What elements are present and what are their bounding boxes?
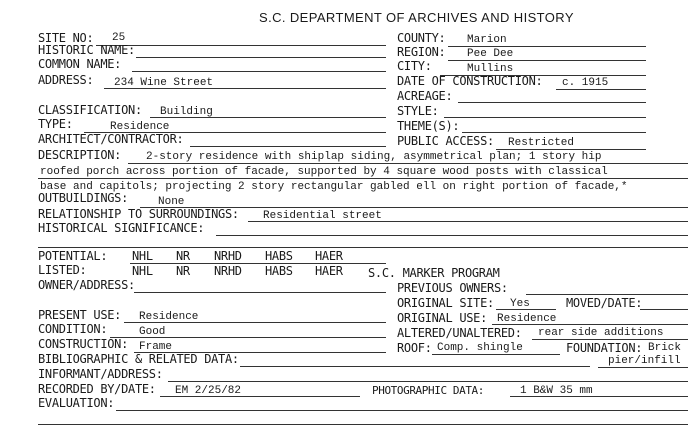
county-value: Marion <box>467 34 507 46</box>
description-rule-2 <box>38 178 688 179</box>
altered-line <box>532 339 688 340</box>
historic-name-line <box>136 57 386 58</box>
description-line-3: base and capitols; projecting 2 story rectangular gabled ell on right portion of facade,* <box>40 181 628 193</box>
construction-label: CONSTRUCTION: <box>38 337 129 351</box>
potential-nhl: NHL <box>132 249 153 263</box>
region-line <box>448 60 646 61</box>
present-use-value: Residence <box>139 311 199 323</box>
owner-address-line <box>134 292 386 293</box>
owner-address-label: OWNER/ADDRESS: <box>38 278 135 292</box>
photographic-line <box>510 396 688 397</box>
public-access-label: PUBLIC ACCESS: <box>397 134 494 148</box>
photographic-value: 1 B&W 35 mm <box>520 385 593 397</box>
style-line <box>444 117 646 118</box>
common-name-line <box>132 71 386 72</box>
historical-significance-line <box>216 235 688 236</box>
address-label: ADDRESS: <box>38 73 94 87</box>
outbuildings-label: OUTBUILDINGS: <box>38 191 129 205</box>
condition-value: Good <box>139 326 166 338</box>
roof-value: Comp. shingle <box>437 342 523 354</box>
historic-name-label: HISTORIC NAME: <box>38 43 135 57</box>
county-label: COUNTY: <box>397 31 446 45</box>
previous-owners-label: PREVIOUS OWNERS: <box>397 281 508 295</box>
potential-habs: HABS <box>265 249 293 263</box>
bibliographic-label: BIBLIOGRAPHIC & RELATED DATA: <box>38 352 239 366</box>
foundation-value-2: pier/infill <box>608 355 681 367</box>
description-label: DESCRIPTION: <box>38 148 122 162</box>
altered-value: rear side additions <box>538 327 664 339</box>
listed-nr: NR <box>176 264 190 278</box>
foundation-line <box>598 367 688 368</box>
photographic-label: PHOTOGRAPHIC DATA: <box>372 384 485 397</box>
roof-label: ROOF: <box>397 341 432 355</box>
listed-haer: HAER <box>315 264 343 278</box>
recorded-by-line <box>160 396 360 397</box>
foundation-label: FOUNDATION: <box>566 341 643 355</box>
moved-date-label: MOVED/DATE: <box>566 296 643 310</box>
original-site-label: ORIGINAL SITE: <box>397 296 494 310</box>
sc-marker-program: S.C. MARKER PROGRAM <box>368 266 500 280</box>
altered-label: ALTERED/UNALTERED: <box>397 326 522 340</box>
potential-line <box>130 263 386 264</box>
previous-owners-line <box>526 294 688 295</box>
type-value: Residence <box>110 121 170 133</box>
evaluation-label: EVALUATION: <box>38 396 115 410</box>
original-site-value: Yes <box>510 298 530 310</box>
acreage-label: ACREAGE: <box>397 89 453 103</box>
architect-label: ARCHITECT/CONTRACTOR: <box>38 132 184 146</box>
date-construction-value: c. 1915 <box>562 77 609 89</box>
address-line <box>104 88 386 89</box>
address-value: 234 Wine Street <box>114 77 214 89</box>
informant-line <box>168 381 688 382</box>
foundation-value-1: Brick <box>648 342 682 354</box>
site-no-label: SITE NO: <box>38 31 94 45</box>
listed-label: LISTED: <box>38 263 87 277</box>
site-no-value: 25 <box>112 32 126 44</box>
present-use-label: PRESENT USE: <box>38 308 122 322</box>
date-construction-line <box>556 89 646 90</box>
public-access-value: Restricted <box>508 137 575 149</box>
acreage-line <box>458 102 646 103</box>
bibliographic-line <box>240 366 590 367</box>
listed-nrhd: NRHD <box>214 264 242 278</box>
form-title: S.C. DEPARTMENT OF ARCHIVES AND HISTORY <box>259 10 574 25</box>
condition-line <box>110 337 386 338</box>
city-value: Mullins <box>467 63 514 75</box>
moved-date-line <box>640 309 688 310</box>
section-rule <box>38 247 688 248</box>
potential-nr: NR <box>176 249 190 263</box>
original-site-line <box>496 309 556 310</box>
themes-label: THEME(S): <box>397 119 460 133</box>
type-label: TYPE: <box>38 117 73 131</box>
classification-label: CLASSIFICATION: <box>38 103 142 117</box>
evaluation-line <box>116 410 688 411</box>
classification-value: Building <box>160 106 213 118</box>
city-label: CITY: <box>397 59 432 73</box>
architect-line <box>190 146 386 147</box>
date-construction-label: DATE OF CONSTRUCTION: <box>397 74 543 88</box>
condition-label: CONDITION: <box>38 322 108 336</box>
relationship-value: Residential street <box>263 210 382 222</box>
informant-label: INFORMANT/ADDRESS: <box>38 367 163 381</box>
listed-habs: HABS <box>265 264 293 278</box>
potential-label: POTENTIAL: <box>38 249 108 263</box>
recorded-by-value: EM 2/25/82 <box>175 385 242 397</box>
recorded-by-label: RECORDED BY/DATE: <box>38 382 156 396</box>
relationship-label: RELATIONSHIP TO SURROUNDINGS: <box>38 207 239 221</box>
original-use-line <box>492 324 688 325</box>
relationship-line <box>248 221 688 222</box>
present-use-line <box>124 322 386 323</box>
description-line-1: 2-story residence with shiplap siding, asymmetrical plan; 1 story hip <box>146 151 602 163</box>
region-value: Pee Dee <box>467 48 514 60</box>
description-line-2: roofed porch across portion of facade, supported by 4 square wood posts with classical <box>40 166 608 178</box>
potential-nrhd: NRHD <box>214 249 242 263</box>
common-name-label: COMMON NAME: <box>38 57 122 71</box>
potential-haer: HAER <box>315 249 343 263</box>
historical-significance-label: HISTORICAL SIGNIFICANCE: <box>38 221 205 235</box>
construction-value: Frame <box>139 341 173 353</box>
site-no-line <box>96 45 386 46</box>
style-label: STYLE: <box>397 104 439 118</box>
original-use-label: ORIGINAL USE: <box>397 311 488 325</box>
roof-line <box>432 354 560 355</box>
description-rule-1 <box>128 163 688 164</box>
classification-line <box>150 117 386 118</box>
original-use-value: Residence <box>497 313 557 325</box>
region-label: REGION: <box>397 45 446 59</box>
outbuildings-value: None <box>158 196 185 208</box>
listed-nhl: NHL <box>132 264 153 278</box>
bottom-rule <box>38 424 688 425</box>
themes-line <box>462 132 646 133</box>
